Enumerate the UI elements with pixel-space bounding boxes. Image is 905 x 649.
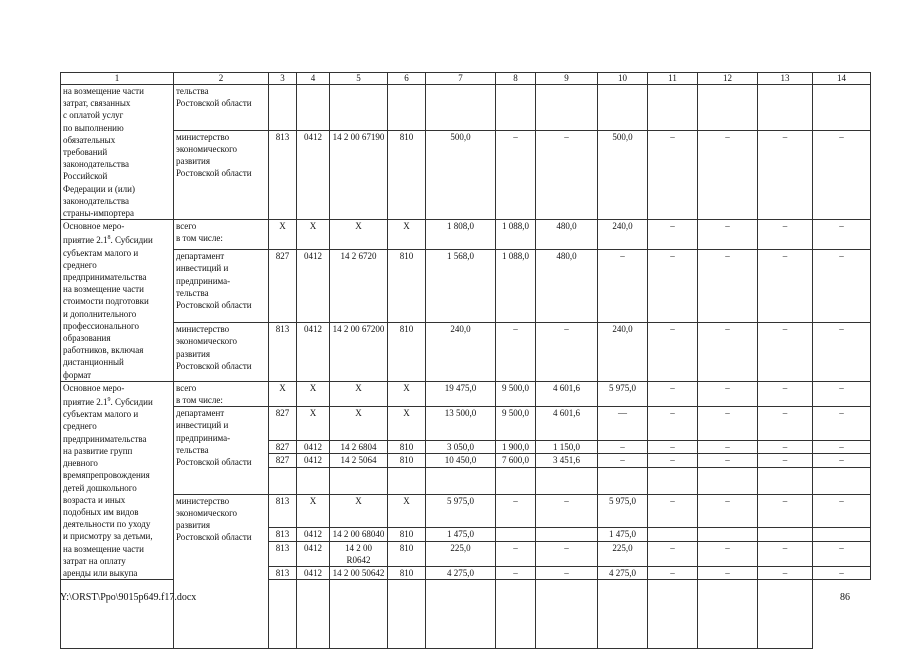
- value-cell: 3 050,0: [426, 441, 496, 454]
- value-cell: 1 088,0: [496, 250, 536, 323]
- value-cell: [758, 528, 813, 541]
- cell-line: формат: [63, 369, 92, 380]
- value-cell: Х: [330, 494, 388, 528]
- value-cell: 0412: [297, 454, 330, 467]
- value-cell: 827: [269, 454, 297, 467]
- cell-line: приятие 2.1: [63, 235, 108, 246]
- executor-cell: [174, 130, 269, 220]
- value-cell: 3 451,6: [536, 454, 598, 467]
- cell-line: приятие 2.1: [63, 397, 108, 408]
- value-cell: –: [813, 541, 871, 566]
- cell-line: Основное меро-: [63, 221, 125, 232]
- page-number: 86: [840, 592, 850, 603]
- cell-line: департамент: [176, 408, 225, 419]
- value-cell: –: [813, 381, 871, 406]
- value-cell: –: [536, 566, 598, 579]
- cell-line: развития: [176, 519, 211, 530]
- value-cell: –: [496, 323, 536, 382]
- executor-cell: [174, 220, 269, 250]
- empty-cell: [426, 580, 496, 649]
- cell-line: Ростовской области: [176, 360, 252, 371]
- cell-line: инвестиций и: [176, 420, 229, 431]
- cell-line: тельства: [176, 287, 209, 298]
- cell-line: в том числе:: [176, 395, 223, 406]
- value-cell: 813: [269, 566, 297, 579]
- cell-line: экономического: [176, 336, 238, 347]
- value-cell: 5 975,0: [598, 494, 648, 528]
- cell-line: законодательства: [63, 159, 129, 170]
- value-cell: –: [496, 541, 536, 566]
- cell-line: департамент: [176, 251, 225, 262]
- value-cell: –: [648, 250, 698, 323]
- value-cell: 813: [269, 528, 297, 541]
- column-number: 4: [297, 73, 330, 85]
- value-cell: –: [598, 441, 648, 454]
- value-cell: –: [648, 566, 698, 579]
- value-cell: 810: [388, 454, 426, 467]
- value-cell: –: [698, 541, 758, 566]
- empty-cell: [698, 580, 758, 649]
- value-cell: –: [496, 130, 536, 220]
- value-cell: –: [598, 454, 648, 467]
- value-cell: 240,0: [598, 220, 648, 250]
- value-cell: 813: [269, 494, 297, 528]
- empty-cell: [536, 580, 598, 649]
- cell-line: Ростовской области: [176, 168, 252, 179]
- value-cell: 19 475,0: [426, 381, 496, 406]
- value-cell: –: [813, 566, 871, 579]
- value-cell: [648, 528, 698, 541]
- empty-cell: [330, 580, 388, 649]
- value-cell: 813: [269, 541, 297, 566]
- value-cell: Х: [388, 381, 426, 406]
- cell-line: среднего: [63, 421, 97, 432]
- column-number: 2: [174, 73, 269, 85]
- value-cell: 14 2 00 R0642: [330, 541, 388, 566]
- value-cell: 14 2 6804: [330, 441, 388, 454]
- cell-line: аренды или выкупа: [63, 567, 138, 578]
- value-cell: 810: [388, 441, 426, 454]
- cell-line: министерство: [176, 495, 230, 506]
- empty-cell: [598, 467, 648, 494]
- cell-line: всего: [176, 221, 197, 232]
- cell-line: требований: [63, 147, 108, 158]
- table-row: [61, 220, 871, 250]
- value-cell: –: [648, 323, 698, 382]
- value-cell: –: [813, 323, 871, 382]
- value-cell: 500,0: [426, 130, 496, 220]
- cell-line: Ростовской области: [176, 457, 252, 468]
- value-cell: –: [813, 407, 871, 441]
- empty-cell: [758, 467, 813, 494]
- value-cell: 10 450,0: [426, 454, 496, 467]
- value-cell: –: [758, 250, 813, 323]
- value-cell: [496, 528, 536, 541]
- value-cell: –: [536, 323, 598, 382]
- value-cell: –: [536, 130, 598, 220]
- value-cell: Х: [297, 220, 330, 250]
- value-cell: 810: [388, 323, 426, 382]
- cell-line: развития: [176, 156, 211, 167]
- column-number: 10: [598, 73, 648, 85]
- footnote-ref: 8: [107, 235, 111, 242]
- cell-line: подобных им видов: [63, 506, 139, 517]
- table-row: [61, 494, 871, 528]
- cell-line: министерство: [176, 131, 230, 142]
- empty-cell: [648, 580, 698, 649]
- column-number: 7: [426, 73, 496, 85]
- cell-line: Ростовской области: [176, 98, 252, 109]
- empty-cell: [758, 580, 813, 649]
- cell-line: . Субсидии: [110, 397, 153, 408]
- value-cell: –: [813, 494, 871, 528]
- empty-cell: [388, 467, 426, 494]
- cell-line: деятельности по уходу: [63, 519, 151, 530]
- value-cell: –: [698, 381, 758, 406]
- value-cell: 0412: [297, 441, 330, 454]
- cell-line: образования: [63, 333, 111, 344]
- value-cell: 240,0: [598, 323, 648, 382]
- value-cell: –: [813, 220, 871, 250]
- value-cell: 240,0: [426, 323, 496, 382]
- value-cell: –: [698, 130, 758, 220]
- empty-cell: [61, 580, 174, 649]
- executor-cell: [174, 381, 269, 406]
- cell-line: на возмещение части: [63, 86, 144, 96]
- cell-line: на возмещение части: [63, 543, 144, 554]
- column-number: 11: [648, 73, 698, 85]
- value-cell: –: [758, 220, 813, 250]
- value-cell: –: [758, 454, 813, 467]
- value-cell: [536, 528, 598, 541]
- cell-line: и дополнительного: [63, 308, 137, 319]
- value-cell: 480,0: [536, 250, 598, 323]
- value-cell: –: [648, 381, 698, 406]
- cell-line: Российской: [63, 171, 108, 182]
- value-cell: 7 600,0: [496, 454, 536, 467]
- value-cell: 810: [388, 541, 426, 566]
- value-cell: 225,0: [426, 541, 496, 566]
- header-row: [61, 73, 871, 85]
- value-cell: 0412: [297, 250, 330, 323]
- cell-line: на развитие групп: [63, 445, 133, 456]
- cell-line: экономического: [176, 507, 238, 518]
- executor-cell: [174, 407, 269, 494]
- value-cell: 14 2 6720: [330, 250, 388, 323]
- column-number: 1: [61, 73, 174, 85]
- cell-line: с оплатой услуг: [63, 110, 124, 121]
- value-cell: 0412: [297, 130, 330, 220]
- cell-line: Ростовской области: [176, 532, 252, 543]
- empty-cell: [297, 580, 330, 649]
- table-row: [61, 130, 871, 220]
- value-cell: —: [598, 407, 648, 441]
- value-cell: 1 150,0: [536, 441, 598, 454]
- cell-line: тельства: [176, 444, 209, 455]
- measure-description-cell: [61, 220, 174, 382]
- empty-cell: [330, 85, 388, 131]
- value-cell: 9 500,0: [496, 407, 536, 441]
- value-cell: 4 601,6: [536, 407, 598, 441]
- footnote-ref: 9: [107, 397, 111, 404]
- table-row: [61, 407, 871, 441]
- cell-line: инвестиций и: [176, 263, 229, 274]
- value-cell: 1 475,0: [426, 528, 496, 541]
- value-cell: Х: [330, 220, 388, 250]
- empty-cell: [698, 85, 758, 131]
- cell-line: субъектам малого и: [63, 409, 139, 420]
- value-cell: Х: [297, 407, 330, 441]
- cell-line: дневного: [63, 458, 98, 469]
- empty-cell: [297, 85, 330, 131]
- value-cell: 1 900,0: [496, 441, 536, 454]
- value-cell: –: [648, 454, 698, 467]
- cell-line: затрат, связанных: [63, 98, 131, 109]
- column-number: 3: [269, 73, 297, 85]
- value-cell: 0412: [297, 323, 330, 382]
- cell-line: работников, включая: [63, 345, 144, 356]
- value-cell: –: [648, 441, 698, 454]
- cell-line: по выполнению: [63, 122, 124, 133]
- cell-line: развития: [176, 348, 211, 359]
- value-cell: 4 601,6: [536, 381, 598, 406]
- value-cell: 4 275,0: [426, 566, 496, 579]
- cell-line: субъектам малого и: [63, 247, 139, 258]
- value-cell: –: [598, 250, 648, 323]
- value-cell: 5 975,0: [426, 494, 496, 528]
- value-cell: –: [813, 454, 871, 467]
- value-cell: Х: [297, 494, 330, 528]
- column-number: 9: [536, 73, 598, 85]
- cell-line: Федерации и (или): [63, 183, 135, 194]
- value-cell: –: [648, 130, 698, 220]
- cell-line: профессионального: [63, 320, 139, 331]
- budget-table: [60, 72, 871, 649]
- executor-cell: [174, 85, 269, 131]
- value-cell: 9 500,0: [496, 381, 536, 406]
- cell-line: . Субсидии: [110, 235, 153, 246]
- value-cell: –: [536, 541, 598, 566]
- document-file-path: Y:\ORST\Ppo\9015p649.f17.docx: [60, 592, 197, 603]
- value-cell: 813: [269, 130, 297, 220]
- executor-cell: [174, 323, 269, 382]
- value-cell: –: [698, 220, 758, 250]
- value-cell: Х: [297, 381, 330, 406]
- value-cell: –: [758, 381, 813, 406]
- value-cell: 14 2 5064: [330, 454, 388, 467]
- value-cell: 13 500,0: [426, 407, 496, 441]
- column-number: 5: [330, 73, 388, 85]
- empty-cell: [388, 85, 426, 131]
- value-cell: Х: [388, 220, 426, 250]
- measure-description-cell: [61, 381, 174, 579]
- empty-cell: [536, 467, 598, 494]
- value-cell: 225,0: [598, 541, 648, 566]
- cell-line: Основное меро-: [63, 382, 125, 393]
- cell-line: министерство: [176, 324, 230, 335]
- empty-cell: [388, 580, 426, 649]
- value-cell: –: [813, 130, 871, 220]
- value-cell: 1 088,0: [496, 220, 536, 250]
- cell-line: тельства: [176, 86, 209, 96]
- value-cell: 810: [388, 528, 426, 541]
- value-cell: Х: [388, 494, 426, 528]
- value-cell: –: [698, 250, 758, 323]
- value-cell: 4 275,0: [598, 566, 648, 579]
- value-cell: 0412: [297, 528, 330, 541]
- cell-line: предпринимательства: [63, 433, 147, 444]
- value-cell: –: [698, 494, 758, 528]
- empty-cell: [426, 85, 496, 131]
- value-cell: [813, 528, 871, 541]
- value-cell: 813: [269, 323, 297, 382]
- value-cell: –: [648, 220, 698, 250]
- empty-cell: [758, 85, 813, 131]
- empty-cell: [426, 467, 496, 494]
- cell-line: страны-импортера: [63, 208, 135, 219]
- empty-cell: [648, 467, 698, 494]
- cell-line: законодательства: [63, 195, 129, 206]
- value-cell: 810: [388, 250, 426, 323]
- value-cell: –: [698, 566, 758, 579]
- value-cell: 1 568,0: [426, 250, 496, 323]
- value-cell: –: [758, 323, 813, 382]
- empty-cell: [598, 85, 648, 131]
- empty-cell: [496, 580, 536, 649]
- value-cell: 1 475,0: [598, 528, 648, 541]
- value-cell: –: [648, 407, 698, 441]
- value-cell: –: [813, 250, 871, 323]
- column-number: 12: [698, 73, 758, 85]
- column-number: 6: [388, 73, 426, 85]
- empty-cell: [698, 467, 758, 494]
- value-cell: 500,0: [598, 130, 648, 220]
- value-cell: 810: [388, 566, 426, 579]
- cell-line: стоимости подготовки: [63, 296, 149, 307]
- cell-line: возраста и иных: [63, 494, 126, 505]
- empty-cell: [648, 85, 698, 131]
- value-cell: –: [648, 494, 698, 528]
- empty-cell: [598, 580, 648, 649]
- value-cell: –: [813, 441, 871, 454]
- executor-cell: [174, 250, 269, 323]
- value-cell: 14 2 00 50642: [330, 566, 388, 579]
- value-cell: –: [496, 566, 536, 579]
- value-cell: Х: [330, 407, 388, 441]
- value-cell: –: [698, 407, 758, 441]
- value-cell: 827: [269, 407, 297, 441]
- measure-description-cell: [61, 85, 174, 220]
- value-cell: 827: [269, 250, 297, 323]
- table-row: [61, 250, 871, 323]
- empty-cell: [269, 580, 297, 649]
- empty-cell: [496, 85, 536, 131]
- value-cell: –: [536, 494, 598, 528]
- executor-cell: [174, 494, 269, 649]
- value-cell: –: [758, 494, 813, 528]
- cell-line: времяпрепровождения: [63, 470, 150, 481]
- value-cell: 14 2 00 68040: [330, 528, 388, 541]
- cell-line: затрат на оплату: [63, 555, 126, 566]
- column-number: 13: [758, 73, 813, 85]
- table-row: [61, 323, 871, 382]
- value-cell: 14 2 00 67190: [330, 130, 388, 220]
- value-cell: –: [698, 454, 758, 467]
- cell-line: обязательных: [63, 134, 116, 145]
- value-cell: 0412: [297, 541, 330, 566]
- value-cell: 14 2 00 67200: [330, 323, 388, 382]
- empty-cell: [813, 467, 871, 494]
- value-cell: 810: [388, 130, 426, 220]
- empty-cell: [813, 85, 871, 131]
- value-cell: –: [758, 566, 813, 579]
- value-cell: –: [496, 494, 536, 528]
- value-cell: –: [758, 541, 813, 566]
- cell-line: детей дошкольного: [63, 482, 137, 493]
- table-row: [61, 381, 871, 406]
- empty-cell: [536, 85, 598, 131]
- cell-line: на возмещение части: [63, 284, 144, 295]
- value-cell: –: [758, 130, 813, 220]
- cell-line: среднего: [63, 259, 97, 270]
- value-cell: –: [698, 323, 758, 382]
- empty-cell: [269, 467, 297, 494]
- table-row: [61, 85, 871, 131]
- value-cell: 0412: [297, 566, 330, 579]
- value-cell: Х: [269, 220, 297, 250]
- value-cell: –: [648, 541, 698, 566]
- cell-line: экономического: [176, 143, 238, 154]
- cell-line: в том числе:: [176, 233, 223, 244]
- cell-line: дистанционный: [63, 357, 124, 368]
- empty-cell: [297, 467, 330, 494]
- value-cell: 480,0: [536, 220, 598, 250]
- empty-cell: [269, 85, 297, 131]
- value-cell: –: [758, 441, 813, 454]
- cell-line: предпринима-: [176, 432, 231, 443]
- value-cell: 827: [269, 441, 297, 454]
- empty-cell: [496, 467, 536, 494]
- value-cell: 1 808,0: [426, 220, 496, 250]
- value-cell: [698, 528, 758, 541]
- value-cell: –: [758, 407, 813, 441]
- value-cell: 5 975,0: [598, 381, 648, 406]
- value-cell: Х: [388, 407, 426, 441]
- value-cell: –: [698, 441, 758, 454]
- cell-line: Ростовской области: [176, 299, 252, 310]
- cell-line: всего: [176, 382, 197, 393]
- value-cell: Х: [269, 381, 297, 406]
- column-number: 14: [813, 73, 871, 85]
- value-cell: Х: [330, 381, 388, 406]
- empty-cell: [330, 467, 388, 494]
- cell-line: предпринима-: [176, 275, 231, 286]
- column-number: 8: [496, 73, 536, 85]
- cell-line: и присмотру за детьми,: [63, 531, 153, 542]
- cell-line: предпринимательства: [63, 272, 147, 283]
